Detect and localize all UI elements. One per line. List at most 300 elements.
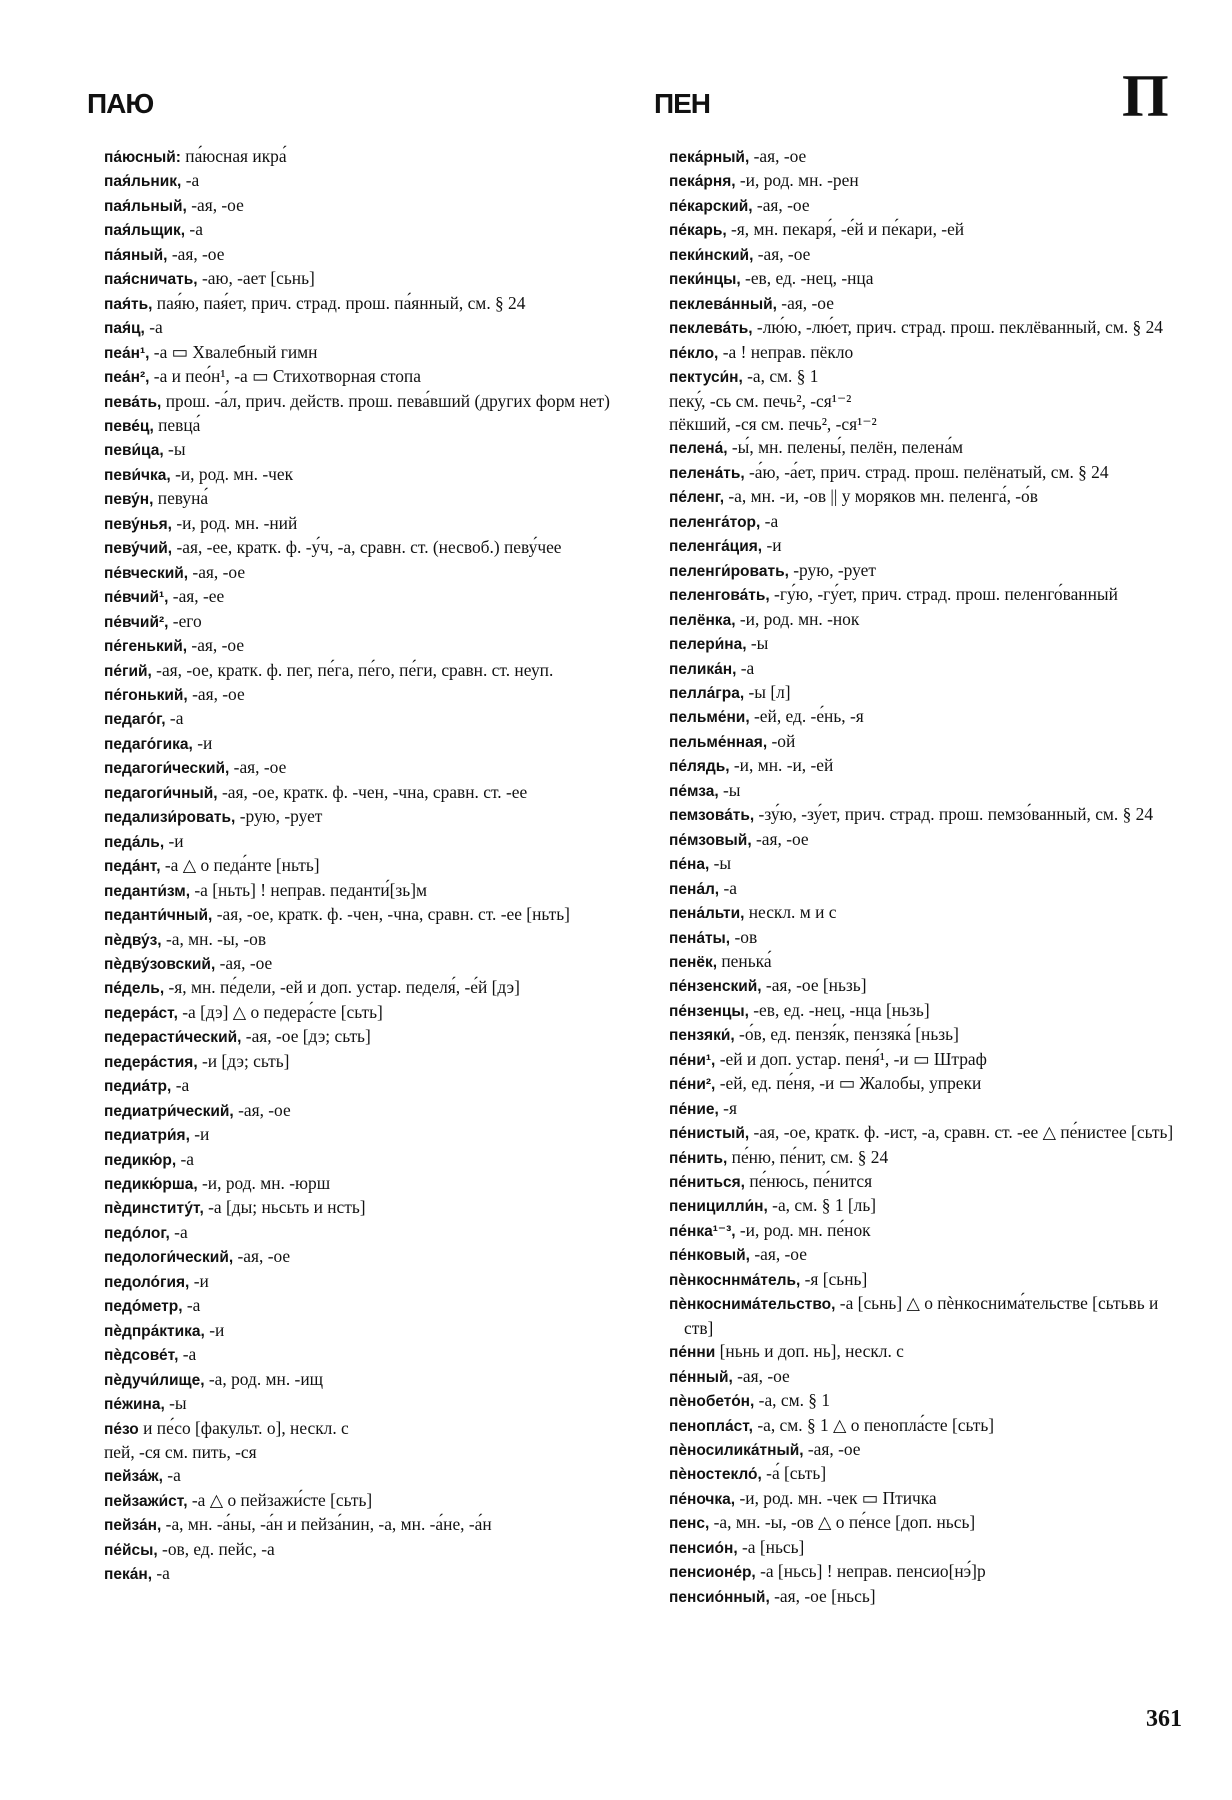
entry-text: пе́ню, пе́нит, см. § 24 (727, 1146, 889, 1167)
dictionary-entry (104, 169, 624, 193)
headword: пѐдву́з, (104, 931, 162, 949)
dictionary-entry (669, 1072, 1181, 1096)
headword: пе́гий, (104, 662, 152, 680)
dictionary-entry (669, 1414, 1181, 1438)
dictionary-entry (669, 365, 1181, 389)
dictionary-entry (104, 781, 624, 805)
headword: педиатри́ческий, (104, 1102, 234, 1120)
headword: пе́ниться, (669, 1174, 745, 1192)
headword: пѐнкоснима́тельство, (669, 1296, 836, 1314)
headword: педера́стия, (104, 1053, 198, 1071)
entry-text: -а (178, 1344, 197, 1365)
entry-text: пеку́, -сь см. печь², -ся¹⁻² (669, 390, 852, 411)
headword: пе́нковый, (669, 1247, 750, 1265)
headword: пе́нзенцы, (669, 1002, 749, 1020)
headword: певу́чий, (104, 540, 173, 558)
entry-text: -ев, ед. -нец, -нца (740, 268, 874, 289)
headword: пензяки́, (669, 1027, 735, 1045)
dictionary-entry (104, 659, 624, 683)
headword: пая́льщик, (104, 222, 186, 240)
entry-text: -и (762, 535, 782, 556)
headword: педологи́ческий, (104, 1249, 234, 1267)
headword: пе́ни², (669, 1076, 716, 1094)
entry-text: -а ▭ Хвалебный гимн (149, 341, 318, 362)
entry-text: -ей, ед. пе́ня, -и ▭ Жалобы, упреки (715, 1073, 982, 1094)
dictionary-entry (104, 854, 624, 878)
headword: пе́мза, (669, 782, 719, 800)
dictionary-entry (104, 879, 624, 903)
entry-text: -и (189, 1270, 209, 1291)
headword: пе́зо (104, 1420, 139, 1438)
headword: пена́льти, (669, 905, 745, 923)
headword: пе́вческий, (104, 564, 189, 582)
entry-text: -ая, -ое (188, 561, 246, 582)
dictionary-entry (669, 243, 1181, 267)
headword: пе́карь, (669, 222, 727, 240)
dictionary-entry (104, 1099, 624, 1123)
entry-text: -ев, ед. -нец, -нца [ньзь] (748, 999, 930, 1020)
dictionary-entry (669, 608, 1181, 632)
headword: па́юсный: (104, 149, 181, 166)
headword: пека́рный, (669, 149, 750, 166)
dictionary-entry (669, 559, 1181, 583)
dictionary-entry (669, 1268, 1181, 1292)
entry-text: -ов (730, 926, 758, 947)
headword: педа́ль, (104, 833, 165, 851)
headword: пе́вчий¹, (104, 589, 169, 607)
dictionary-entry (104, 634, 624, 658)
dictionary-entry (669, 828, 1181, 852)
dictionary-entry (104, 805, 624, 829)
dictionary-entry (104, 1538, 624, 1562)
entry-text: -я, мн. пекаря́, -е́й и пе́кари, -ей (726, 219, 965, 240)
entry-text: -лю́ю, -лю́ет, прич. страд. прош. пеклёванный, см. § 24 (752, 317, 1163, 338)
headword: педагоги́чный, (104, 784, 218, 802)
headword: певе́ц, (104, 417, 154, 435)
dictionary-entry (669, 681, 1181, 705)
entry-text: пенька́ (717, 950, 772, 971)
dictionary-entry (104, 1221, 624, 1245)
dictionary-entry (669, 390, 1181, 413)
dictionary-entry (669, 779, 1181, 803)
entry-text: -его (168, 610, 202, 631)
dictionary-entry (104, 438, 624, 462)
entry-text: -а [ньть] ! неправ. педанти́[зь]м (190, 879, 428, 900)
headword: педера́ст, (104, 1004, 178, 1022)
dictionary-entry (669, 1511, 1181, 1535)
dictionary-entry (104, 1368, 624, 1392)
page-number: 361 (1146, 1706, 1182, 1732)
entry-text: -я (718, 1097, 737, 1118)
dictionary-entry (669, 1585, 1181, 1609)
headword: пена́ты, (669, 929, 731, 947)
headword: пева́ть, (104, 393, 162, 411)
left-column (104, 145, 624, 1587)
headword: пѐнобето́н, (669, 1393, 755, 1411)
dictionary-entry (669, 1243, 1181, 1267)
dictionary-entry (669, 1097, 1181, 1121)
entry-text: -ов, ед. пейс, -а (157, 1538, 275, 1559)
entry-text: -а (169, 1221, 188, 1242)
dictionary-entry (104, 1172, 624, 1196)
entry-text: -ая, -ое (753, 243, 811, 264)
entry-text: -а (182, 1295, 201, 1316)
dictionary-entry (104, 952, 624, 976)
dictionary-entry (104, 1270, 624, 1294)
headword: пая́сничать, (104, 271, 198, 289)
dictionary-entry (669, 1560, 1181, 1584)
dictionary-entry (669, 1340, 1181, 1364)
dictionary-entry (104, 1074, 624, 1098)
headword: пе́гонький, (104, 686, 188, 704)
dictionary-entry (669, 974, 1181, 998)
entry-text: -ая, -ое (749, 146, 807, 166)
dictionary-entry (669, 583, 1181, 607)
entry-text: прош. -а́л, прич. действ. прош. пева́вший (других форм нет) (161, 390, 610, 411)
dictionary-entry (104, 414, 624, 438)
dictionary-entry (104, 976, 624, 1000)
dictionary-entry (104, 1562, 624, 1586)
headword: пенопла́ст, (669, 1417, 753, 1435)
dictionary-entry (669, 730, 1181, 754)
entry-text: -ая, -ее, кратк. ф. -у́ч, -а, сравн. ст. (несвоб.) певу́чее (172, 537, 562, 558)
entry-text: -ая, -ое (167, 243, 225, 264)
section-letter: П (1122, 63, 1169, 129)
dictionary-entry (104, 903, 624, 927)
entry-text: -ы (746, 633, 769, 654)
entry-text: -а, см. § 1 [ль] (767, 1195, 877, 1216)
headword: пелена́ть, (669, 464, 745, 482)
entry-text: -гу́ю, -гу́ет, прич. страд. прош. пеленго́ванный (769, 584, 1118, 605)
dictionary-entry (104, 1245, 624, 1269)
dictionary-entry (104, 1464, 624, 1488)
entry-text: пе́нюсь, пе́нится (744, 1171, 873, 1192)
entry-text: -а и пео́н¹, -а ▭ Стихотворная стопа (149, 366, 421, 387)
headword: пе́нзенский, (669, 978, 762, 996)
headword: пеленгова́ть, (669, 587, 770, 605)
headword: пека́н, (104, 1566, 153, 1584)
headword: педаго́г, (104, 711, 166, 729)
entry-text: -а́ю, -а́ет, прич. страд. прош. пелёнатый, см. § 24 (744, 461, 1109, 482)
headword: пѐностекло́, (669, 1466, 762, 1484)
headword: пеклева́нный, (669, 295, 777, 313)
entry-text: -а́ [сьть] (761, 1463, 827, 1484)
headword: пелика́н, (669, 660, 737, 678)
dictionary-entry (104, 1417, 624, 1441)
dictionary-entry (669, 194, 1181, 218)
headword: пе́нный, (669, 1368, 733, 1386)
entry-text: певуна́ (153, 488, 209, 509)
headword: пенсионе́р, (669, 1564, 756, 1582)
entry-text: -ая, -ое [ньсь] (769, 1585, 876, 1606)
headword: пая́льник, (104, 173, 182, 191)
entry-text: -и (204, 1319, 225, 1340)
headword: пеленга́ция, (669, 538, 763, 556)
dictionary-entry (104, 1196, 624, 1220)
dictionary-entry (104, 1001, 624, 1025)
entry-text: -а (760, 510, 779, 531)
entry-text: -а △ о пейзажи́сте [сьть] (187, 1489, 373, 1510)
entry-text: -ы [л] (744, 681, 791, 702)
headword: певи́чка, (104, 466, 171, 484)
entry-text: -ая, -ое (229, 757, 287, 778)
dictionary-entry (669, 1438, 1181, 1462)
entry-text: -а ! неправ. пёкло (718, 341, 854, 362)
dictionary-entry (104, 1392, 624, 1416)
dictionary-entry (669, 1219, 1181, 1243)
dictionary-entry (104, 585, 624, 609)
dictionary-entry (104, 1148, 624, 1172)
headword: педо́лог, (104, 1224, 170, 1242)
entry-text: -ы (718, 779, 741, 800)
dictionary-entry (104, 1489, 624, 1513)
dictionary-entry (669, 316, 1181, 340)
headword: пе́вчий², (104, 613, 169, 631)
entry-text: -а (144, 317, 163, 338)
entry-text: -а △ о педа́нте [ньть] (160, 855, 320, 876)
entry-text: -ая, -ое (752, 194, 810, 215)
entry-text: -а (152, 1563, 170, 1584)
headword: пѐдучи́лище, (104, 1371, 205, 1389)
headword: пе́карский, (669, 197, 753, 215)
entry-text: -ая, -ое (187, 635, 245, 656)
dictionary-entry (669, 267, 1181, 291)
entry-text: -и (192, 732, 213, 753)
entry-text: -я, мн. пе́дели, -ей и доп. устар. педеля́, -е́й [дэ] (164, 977, 520, 998)
headword: педа́нт, (104, 858, 161, 876)
headword: пелери́на, (669, 636, 747, 654)
headword: пе́ночка, (669, 1490, 736, 1508)
headword: пельме́ни, (669, 709, 750, 727)
entry-text: -и [дэ; сьть] (197, 1050, 290, 1071)
entry-text: -а (736, 657, 755, 678)
headword: пельме́нная, (669, 733, 768, 751)
entry-text: -а (719, 877, 737, 898)
entry-text: -и, род. мн. -нок (735, 608, 860, 629)
entry-text: -а, мн. -ы, -ов △ о пе́нсе [доп. ньсь] (709, 1512, 976, 1533)
headword: педанти́чный, (104, 907, 213, 925)
dictionary-entry (669, 926, 1181, 950)
entry-text: -ы (163, 439, 186, 460)
dictionary-entry (669, 657, 1181, 681)
headword: пеа́н¹, (104, 344, 150, 362)
dictionary-entry (669, 510, 1181, 534)
headword: пе́дель, (104, 980, 165, 998)
dictionary-entry (669, 901, 1181, 925)
headword: пе́нить, (669, 1149, 728, 1167)
dictionary-entry (104, 267, 624, 291)
headword: пека́рня, (669, 173, 736, 191)
dictionary-entry (669, 754, 1181, 778)
dictionary-entry (669, 145, 1181, 169)
entry-text: -и (189, 1124, 210, 1145)
headword: пе́кло, (669, 344, 719, 362)
headword: пемзова́ть, (669, 807, 755, 825)
entry-text: -ая, -ое, кратк. ф. -чен, -чна, сравн. ст. -ее [ньть] (212, 904, 570, 925)
headword: пе́жина, (104, 1396, 165, 1414)
entry-text: -а [ньсь] (737, 1536, 805, 1557)
dictionary-entry (669, 1146, 1181, 1170)
dictionary-entry (104, 194, 624, 218)
headword: пелена́, (669, 440, 728, 458)
headword: педагоги́ческий, (104, 760, 230, 778)
dictionary-entry (669, 803, 1181, 827)
headword: пе́нни (669, 1344, 716, 1362)
entry-text: -а (176, 1148, 194, 1169)
headword: пена́л, (669, 880, 720, 898)
headword: пѐнкосннма́тель, (669, 1271, 801, 1289)
entry-text: -а, мн. -и, -ов || у моряков мн. пеленга́, -о́в (724, 486, 1038, 507)
headword: пейза́ж, (104, 1468, 163, 1486)
headword: пеленги́ровать, (669, 562, 789, 580)
dictionary-entry (669, 1536, 1181, 1560)
entry-text: -ая, -ое [дэ; сьть] (241, 1026, 371, 1047)
entry-text: -а (185, 219, 203, 240)
entry-text: [ньнь и доп. нь], нескл. с (715, 1341, 904, 1362)
headword: пейзажи́ст, (104, 1492, 188, 1510)
headword: пектуси́н, (669, 369, 743, 387)
headword: пеки́нский, (669, 246, 754, 264)
entry-text: -а, см. § 1 △ о пенопла́сте [сьть] (753, 1414, 995, 1435)
entry-text: -и, род. мн. пе́нок (735, 1219, 871, 1240)
entry-text: -и (164, 830, 184, 851)
dictionary-entry (669, 705, 1181, 729)
entry-text: пей, -ся см. пить, -ся (104, 1442, 257, 1463)
entry-text: -аю, -ает [сьнь] (197, 268, 315, 289)
dictionary-entry (104, 1513, 624, 1537)
entry-text: -ая, -ое (215, 952, 273, 973)
entry-text: и пе́со [факульт. о], нескл. с (138, 1417, 349, 1438)
dictionary-entry (669, 169, 1181, 193)
dictionary-entry (669, 436, 1181, 460)
headword: пѐдсове́т, (104, 1347, 179, 1365)
dictionary-entry (669, 1462, 1181, 1486)
dictionary-entry (104, 683, 624, 707)
dictionary-entry (669, 950, 1181, 974)
entry-text: -а [ды; ньсьть и нсть] (203, 1197, 366, 1218)
headword: пая́ть, (104, 295, 153, 313)
headword: пѐносилика́тный, (669, 1442, 804, 1460)
entry-text: -и, род. мн. -чек ▭ Птичка (735, 1487, 937, 1508)
dictionary-entry (669, 461, 1181, 485)
headword: пенсио́н, (669, 1539, 738, 1557)
headword: пеленга́тор, (669, 513, 761, 531)
entry-text: -ая, -ое (233, 1246, 291, 1267)
entry-text: певца́ (153, 414, 201, 435)
dictionary-entry (669, 1194, 1181, 1218)
entry-text: -ая, -ое (776, 292, 834, 313)
entry-text: -ая, -ое (187, 683, 245, 704)
dictionary-entry (104, 463, 624, 487)
entry-text: -а (171, 1075, 190, 1096)
dictionary-entry (104, 707, 624, 731)
entry-text: нескл. м и с (744, 902, 837, 923)
headword: пѐдву́зовский, (104, 955, 216, 973)
dictionary-entry (104, 365, 624, 389)
right-column (669, 145, 1181, 1609)
entry-text: -ой (767, 730, 796, 751)
entry-text: -ей и доп. устар. пеня́¹, -и ▭ Штраф (715, 1048, 987, 1069)
dictionary-entry (104, 610, 624, 634)
entry-text: -рую, -рует (788, 559, 876, 580)
dictionary-entry (669, 999, 1181, 1023)
headword: пеклева́ть, (669, 320, 753, 338)
headword: педикю́р, (104, 1151, 177, 1169)
headword: пелла́гра, (669, 684, 745, 702)
entry-text: -и, род. мн. -чек (170, 463, 294, 484)
headword: пая́ц, (104, 320, 145, 338)
headword: педерасти́ческий, (104, 1029, 242, 1047)
running-head-right: ПЕН (654, 88, 711, 119)
dictionary-entry (104, 512, 624, 536)
dictionary-entry (104, 732, 624, 756)
running-head-left: ПАЮ (87, 88, 154, 119)
entry-text: -и, род. мн. -юрш (197, 1173, 331, 1194)
headword: пе́ни¹, (669, 1051, 716, 1069)
headword: пе́ние, (669, 1100, 719, 1118)
dictionary-entry (104, 145, 624, 169)
headword: педо́метр, (104, 1298, 183, 1316)
dictionary-entry (104, 390, 624, 414)
entry-text: -а [сьнь] △ о пѐнкоснима́тельстве [сьтьвь и ств] (684, 1293, 1159, 1338)
headword: педоло́гия, (104, 1273, 190, 1291)
headword: пе́нка¹⁻³, (669, 1222, 736, 1240)
entry-text: пая́ю, пая́ет, прич. страд. прош. па́янный, см. § 24 (152, 292, 526, 313)
dictionary-entry (669, 1487, 1181, 1511)
entry-text: -ая, -ое (233, 1099, 291, 1120)
headword: педиа́тр, (104, 1078, 172, 1096)
headword: педанти́зм, (104, 882, 191, 900)
headword: педализи́ровать, (104, 809, 236, 827)
headword: пелёнка, (669, 611, 736, 629)
dictionary-entry (669, 1365, 1181, 1389)
headword: пенёк, (669, 953, 718, 971)
dictionary-entry (669, 413, 1181, 436)
headword: педиатри́я, (104, 1127, 190, 1145)
headword: певи́ца, (104, 442, 164, 460)
dictionary-entry (104, 341, 624, 365)
entry-text: -а, см. § 1 (754, 1390, 831, 1411)
headword: пеницилли́н, (669, 1198, 768, 1216)
entry-text: -ая, -ое (732, 1365, 790, 1386)
entry-text: -ая, -ое (749, 1244, 807, 1265)
entry-text: -зу́ю, -зу́ет, прич. страд. прош. пемзо́ванный, см. § 24 (754, 804, 1154, 825)
headword: пе́лядь, (669, 758, 730, 776)
headword: певу́н, (104, 491, 154, 509)
entry-text: -а, мн. -а́ны, -а́н и пейза́нин, -а, мн. -а́не, -а́н (161, 1514, 492, 1535)
entry-text: -ая, -ое, кратк. ф. -ист, -а, сравн. ст. -ее △ пе́нистее [сьть] (749, 1122, 1174, 1143)
entry-text: -о́в, ед. пензя́к, пензяка́ [ньзь] (734, 1024, 959, 1045)
headword: пеки́нцы, (669, 271, 741, 289)
headword: пейза́н, (104, 1517, 162, 1535)
entry-text: -ей, ед. -е́нь, -я (749, 706, 864, 727)
dictionary-entry (669, 1023, 1181, 1047)
dictionary-entry (669, 1389, 1181, 1413)
entry-text: -ая, -ое [ньзь] (761, 975, 867, 996)
dictionary-entry (104, 1050, 624, 1074)
entry-text: -ая, -ое (803, 1439, 861, 1460)
entry-text: -ая, -ое (751, 828, 809, 849)
dictionary-entry (669, 632, 1181, 656)
entry-text: па́юсная икра́ (180, 146, 287, 166)
dictionary-entry (669, 852, 1181, 876)
dictionary-entry (104, 928, 624, 952)
dictionary-entry (104, 1319, 624, 1343)
dictionary-entry (104, 487, 624, 511)
entry-text: -ая, -ое, кратк. ф. пег, пе́га, пе́го, пе́ги, сравн. ст. неуп. (151, 659, 554, 680)
dictionary-entry (669, 1048, 1181, 1072)
dictionary-entry (104, 1343, 624, 1367)
